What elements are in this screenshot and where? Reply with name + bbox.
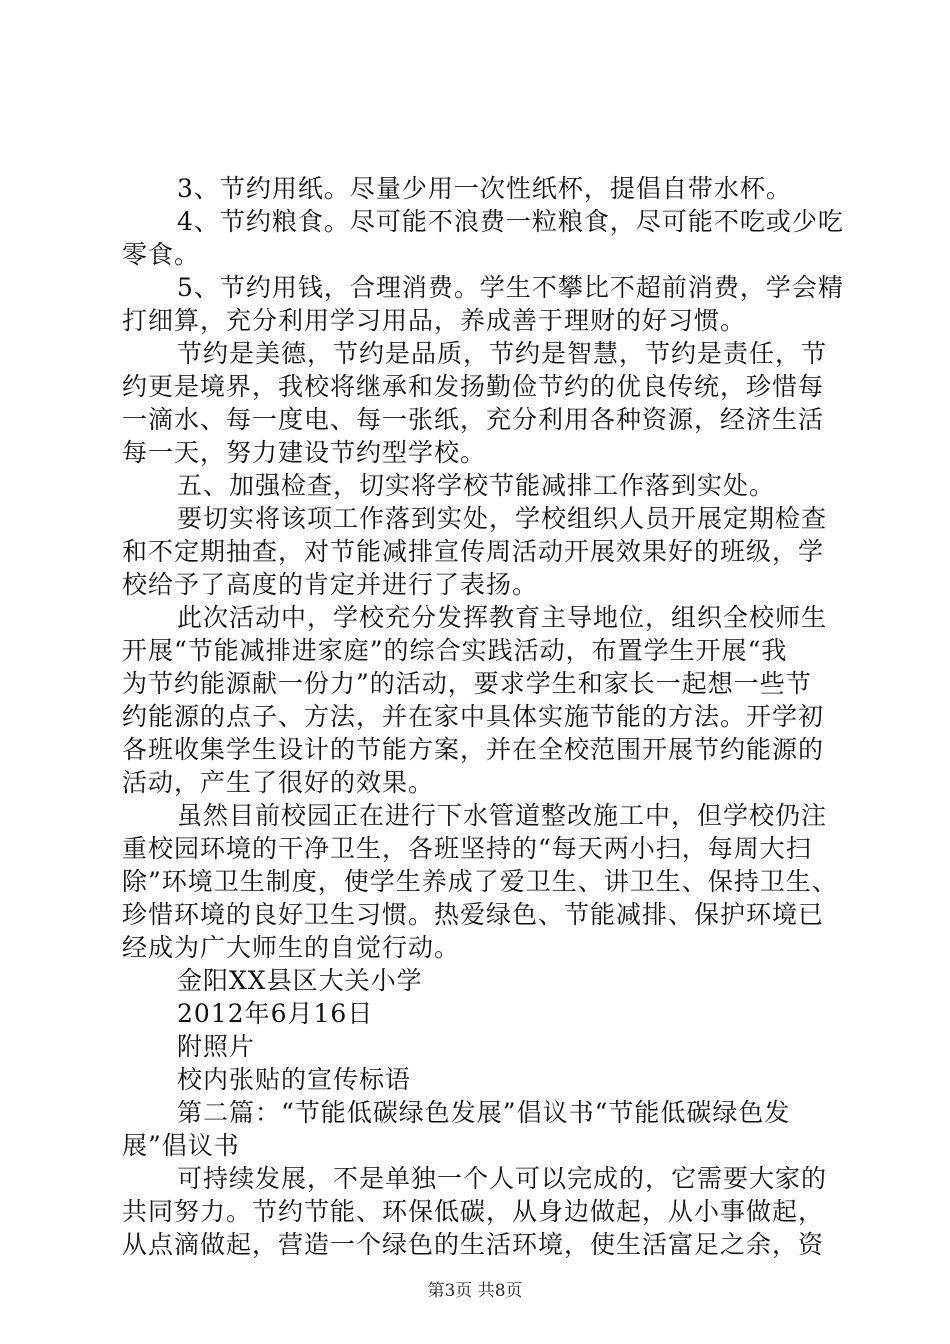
text-line: 约能源的点子、方法，并在家中具体实施节能的方法。开学初: [122, 702, 825, 731]
text-line: 共同努力。节约节能、环保低碳，从身边做起，从小事做起，: [122, 1197, 825, 1226]
section-heading: 五、加强检查，切实将学校节能减排工作落到实处。: [177, 471, 776, 500]
text-line: 3、节约用纸。尽量少用一次性纸杯，提倡自带水杯。: [177, 174, 792, 203]
text-line: 可持续发展，不是单独一个人可以完成的，它需要大家的: [177, 1164, 828, 1193]
page-footer: 第3页 共8页: [427, 1281, 523, 1301]
text-line: 珍惜环境的良好卫生习惯。热爱绿色、节能减排、保护环境已: [122, 900, 825, 929]
text-line: 活动，产生了很好的效果。: [122, 768, 435, 797]
chapter-title-cont: 展”倡议书: [122, 1131, 240, 1160]
attachment-caption: 校内张贴的宣传标语: [177, 1065, 412, 1094]
text-line: 重校园环境的干净卫生，各班坚持的“每天两小扫，每周大扫: [122, 834, 812, 863]
text-line: 各班收集学生设计的节能方案，并在全校范围开展节约能源的: [122, 735, 825, 764]
text-line: 从点滴做起，营造一个绿色的生活环境，使生活富足之余，资: [122, 1230, 825, 1259]
text-line: 零食。: [122, 240, 201, 269]
text-line: 开展“节能减排进家庭”的综合实践活动，布置学生开展“我: [122, 636, 788, 665]
signature-date: 2012年6月16日: [177, 999, 374, 1028]
text-line: 4、节约粮食。尽可能不浪费一粒粮食，尽可能不吃或少吃: [177, 207, 844, 236]
attachment-label: 附照片: [177, 1032, 256, 1061]
text-line: 节约是美德，节约是品质，节约是智慧，节约是责任，节: [177, 339, 828, 368]
text-line: 一滴水、每一度电、每一张纸，充分利用各种资源，经济生活: [122, 405, 825, 434]
chapter-title: 第二篇：“节能低碳绿色发展”倡议书“节能低碳绿色发: [177, 1098, 791, 1127]
text-line: 校给予了高度的肯定并进行了表扬。: [122, 570, 539, 599]
text-line: 约更是境界，我校将继承和发扬勤俭节约的优良传统，珍惜每: [122, 372, 825, 401]
text-line: 除”环境卫生制度，使学生养成了爱卫生、讲卫生、保持卫生、: [122, 867, 838, 896]
text-line: 此次活动中，学校充分发挥教育主导地位，组织全校师生: [177, 603, 828, 632]
text-line: 每一天，努力建设节约型学校。: [122, 438, 487, 467]
text-line: 为节约能源献一份力”的活动，要求学生和家长一起想一些节: [122, 669, 812, 698]
text-line: 经成为广大师生的自觉行动。: [122, 933, 461, 962]
signature-school: 金阳XX县区大关小学: [177, 966, 423, 995]
text-line: 5、节约用钱，合理消费。学生不攀比不超前消费，学会精: [177, 273, 844, 302]
text-line: 打细算，充分利用学习用品，养成善于理财的好习惯。: [122, 306, 747, 335]
text-line: 要切实将该项工作落到实处，学校组织人员开展定期检查: [177, 504, 828, 533]
text-line: 和不定期抽查，对节能减排宣传周活动开展效果好的班级，学: [122, 537, 825, 566]
text-line: 虽然目前校园正在进行下水管道整改施工中，但学校仍注: [177, 801, 828, 830]
